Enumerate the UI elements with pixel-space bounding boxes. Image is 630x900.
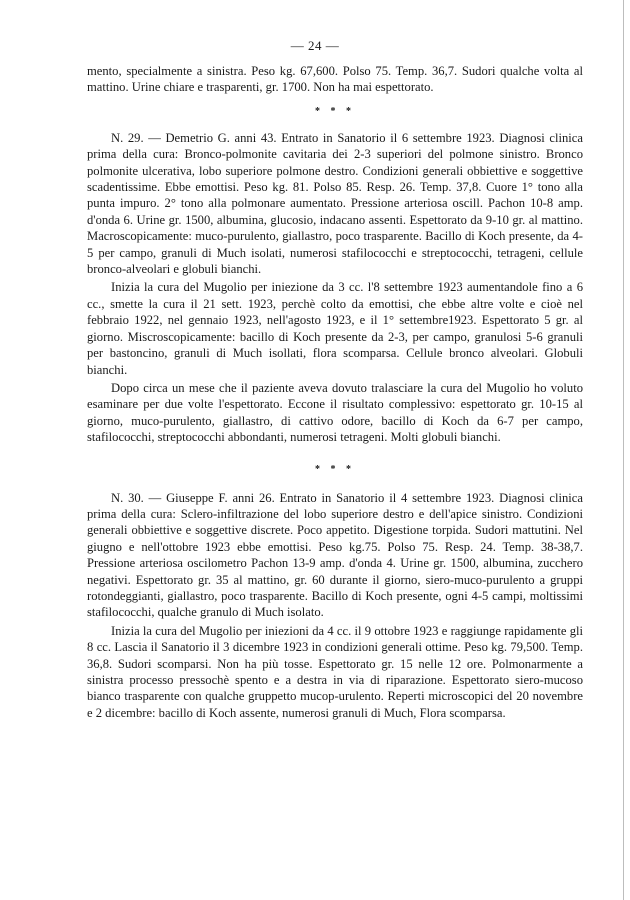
section-separator: * * *	[315, 105, 355, 117]
paragraph-case-30-diagnosis: N. 30. — Giuseppe F. anni 26. Entrato in Sanatorio il 4 settembre 1923. Diagnosi clinica prima della cura: Sclero-infiltrazione del lobo superiore destro e dell'apice sinistro. Condizioni generali obbiettive e soggettive discrete. Poco appetito. Digestione torpida. Sudori mattutini. Nel giugno e nell'ottobre 1923 ebbe emottisi. Peso kg.75. Polso 75. Resp. 24. Temp. 38-38,7. Pressione arteriosa oscilometro Pachon 13-9 amp. d'onda 4. Urine gr. 1500, albumina, zucchero negativi. Espettorato gr. 35 al mattino, gr. 60 durante il giorno, siero-muco-purulento a gruppi rotondeggianti, giallastro, poco trasparente. Bacillo di Koch presente, ogni 4-5 campi, moltissimi stafilococchi, qualche granulo di Much isolato.	[87, 490, 583, 620]
page-edge-line	[623, 0, 624, 900]
document-body	[87, 63, 583, 721]
paragraph-case-29-followup: Dopo circa un mese che il paziente aveva dovuto tralasciare la cura del Mugolio ho voluto esaminare per due volte l'espettorato. Eccone il risultato complessivo: espettorato gr. 10-15 al giorno, muco-purulento, giallastro, di cattivo odore, bacillo di Koch da 6-7 per campo, stafilococchi, streptococchi abbondanti, numerosi tetrageni. Molti globuli bianchi.	[87, 380, 583, 445]
paragraph-case-29-treatment: Inizia la cura del Mugolio per iniezione da 3 cc. l'8 settembre 1923 aumentandole fino a 6 cc., smette la cura il 21 sett. 1923, perchè colto da emottisi, che ebbe altre volte e cioè nel febbraio 1922, nel gennaio 1923, nell'agosto 1923, e il 1° settembre1923. Espettorato 5 gr. al giorno. Miscroscopicamente: bacillo di Koch presente da 2-3, per campo, granulosi 5-6 granuli per bastoncino, granuli di Much isollati, flora scomparsa. Cellule bronco alveolari. Globuli bianchi.	[87, 280, 583, 377]
paragraph-case-29-diagnosis: N. 29. — Demetrio G. anni 43. Entrato in Sanatorio il 6 settembre 1923. Diagnosi clinica prima della cura: Bronco-polmonite cavitaria dei 2-3 superiori del polmone sinistro. Bronco polmonite ulcerativa, lobo superiore polmone destro. Condizioni generali obbiettive e soggettive scadentissime. Ebbe emottisi. Peso kg. 81. Polso 85. Resp. 26. Temp. 37,8. Cuore 1° tono alla punta impuro. 2° tono alla polmonare aumentato. Pressione arteriosa oscill. Pachon 10-8 amp. d'onda 6. Urine gr. 1500, albumina, glucosio, indacano assenti. Espettorato da 9-10 gr. al mattino. Macroscopicamente: muco-purulento, giallastro, poco trasparente. Bacillo di Koch presente, da 4-5 per campo, granuli di Much isolati, numerosi stafilococchi e streptococchi, tetrageni, cellule bronco-alveolari e globuli bianchi.	[87, 130, 583, 277]
page-number: — 24 —	[290, 38, 340, 53]
section-separator: * * *	[315, 463, 355, 475]
paragraph-case-30-treatment: Inizia la cura del Mugolio per iniezioni da 4 cc. il 9 ottobre 1923 e raggiunge rapidamente gli 8 cc. Lascia il Sanatorio il 3 dicembre 1923 in condizioni generali ottime. Peso kg. 79,500. Temp. 36,8. Sudori scomparsi. Non ha più tosse. Espettorato gr. 15 nelle 12 ore. Polmonarmente a sinistra processo pressochè spento e a destra in via di riparazione. Espettorato siero-mucoso bianco trasparente con qualche gruppetto mucop-urulento. Reperti microscopici del 20 novembre e 2 dicembre: bacillo di Koch assente, numerosi granuli di Much, Flora scomparsa.	[87, 623, 583, 720]
paragraph-continuation: mento, specialmente a sinistra. Peso kg. 67,600. Polso 75. Temp. 36,7. Sudori qualche volta al mattino. Urine chiare e trasparenti, gr. 1700. Non ha mai espettorato.	[87, 64, 583, 95]
